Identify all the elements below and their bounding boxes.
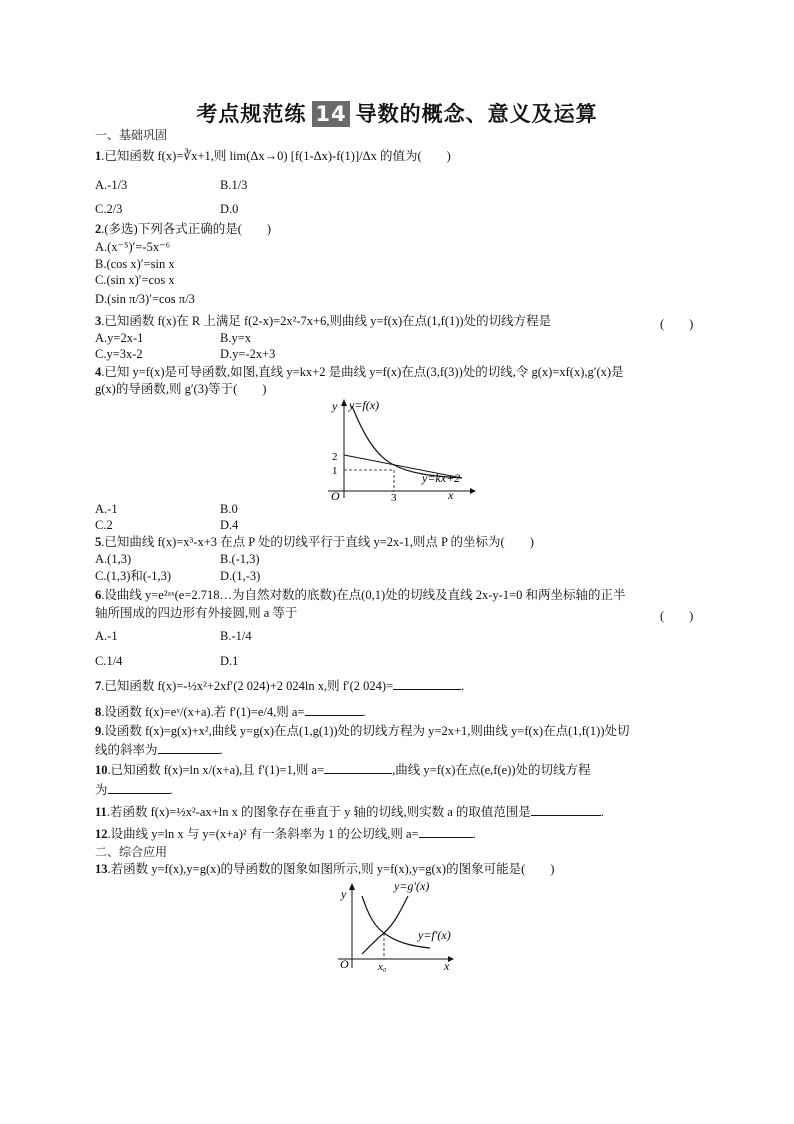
fig1-curve-label: y=f(x)	[349, 398, 380, 412]
question-9-number: 9	[95, 724, 102, 738]
q5-option-b: B.(-1,3)	[220, 552, 260, 566]
fig1-tick-3: 3	[391, 492, 397, 502]
q6-option-a: A.-1	[95, 629, 118, 643]
fig2-y-label: y	[341, 887, 347, 901]
question-2-number: 2	[95, 222, 102, 236]
question-11	[95, 804, 604, 820]
q6-option-d: D.1	[220, 654, 239, 668]
q1-option-b: B.1/3	[220, 178, 248, 192]
fig1-tick-1: 1	[332, 465, 338, 477]
question-4	[95, 365, 624, 380]
q7-end: .	[461, 679, 465, 693]
question-10	[95, 762, 590, 778]
question-10-stem-cont-text: 为	[95, 783, 108, 797]
q3-option-c: C.y=3x-2	[95, 347, 143, 361]
section-basic: 一、基础巩固	[95, 128, 168, 142]
q9-answer-blank[interactable]	[158, 742, 220, 754]
q1-option-a: A.-1/3	[95, 178, 128, 192]
question-1-number: 1	[95, 149, 102, 163]
fig1-line-label: y=kx+2	[422, 471, 461, 485]
q3-option-b: B.y=x	[220, 331, 252, 345]
question-11-stem: .若函数 f(x)=½x²-ax+ln x 的图象存在垂直于 y 轴的切线,则实数 a 的取值范围是	[106, 805, 531, 819]
question-8	[95, 704, 366, 720]
question-9	[95, 724, 630, 739]
question-7	[95, 678, 464, 694]
q2-option-b: B.(cos x)′=sin x	[95, 257, 175, 271]
q6-option-b: B.-1/4	[220, 629, 252, 643]
q2-option-c: C.(sin x)′=cos x	[95, 273, 175, 287]
q9-end: .	[219, 743, 223, 757]
question-13-stem: .若函数 y=f(x),y=g(x)的导函数的图象如图所示,则 y=f(x),y=g(x)的图象可能是( )	[107, 862, 555, 876]
question-3	[95, 314, 551, 329]
fig2-x0-label: x₀	[378, 961, 387, 972]
question-8-stem: .设函数 f(x)=eˣ/(x+a).若 f′(1)=e/4,则 a=	[101, 705, 305, 719]
q12-answer-blank[interactable]	[419, 826, 473, 838]
question-9-stem-cont	[95, 742, 223, 758]
fig2-curve-g-prime	[362, 896, 408, 954]
q3-answer-paren: ( )	[660, 317, 694, 331]
fig2-g-label: y=g′(x)	[394, 879, 430, 893]
q8-answer-blank[interactable]	[305, 704, 363, 716]
question-9-stem: .设函数 f(x)=g(x)+x²,曲线 y=g(x)在点(1,g(1))处的切线方程为 y=2x+1,则曲线 y=f(x)在点(1,f(1))处切	[101, 724, 630, 738]
question-10-stem-cont	[95, 782, 173, 798]
question-3-stem: .已知函数 f(x)在 R 上满足 f(2-x)=2x²-7x+6,则曲线 y=f(x)在点(1,f(1))处的切线方程是	[101, 314, 552, 328]
q2-option-a: A.(x⁻⁵)′=-5x⁻⁶	[95, 240, 171, 254]
q8-end: .	[362, 705, 366, 719]
question-11-number: 11	[95, 805, 107, 819]
question-12	[95, 826, 476, 842]
q4-option-d: D.4	[220, 518, 239, 532]
exercise-number-badge: 14	[312, 101, 349, 127]
figure-tangent-line	[322, 396, 482, 502]
figure-derivative-graphs	[334, 876, 464, 972]
q5-option-a: A.(1,3)	[95, 552, 132, 566]
q2-option-d: D.(sin π/3)′=cos π/3	[95, 292, 195, 306]
fig2-origin: O	[340, 957, 349, 971]
question-6-stem: .设曲线 y=e²ᵃˣ(e=2.718…为自然对数的底数)在点(0,1)处的切线及直线 2x-y-1=0 和两坐标轴的正半	[101, 588, 626, 602]
q11-end: .	[600, 805, 605, 819]
fig2-f-label: y=f′(x)	[418, 928, 451, 942]
q4-option-a: A.-1	[95, 502, 118, 516]
question-4-stem-cont: g(x)的导函数,则 g′(3)等于( )	[95, 382, 267, 396]
q10-answer-blank-a[interactable]	[324, 762, 392, 774]
question-5	[95, 535, 534, 550]
question-8-number: 8	[95, 705, 102, 719]
q7-answer-blank[interactable]	[393, 678, 461, 690]
fig2-x-label: x	[444, 959, 450, 972]
fig1-y-arrow	[341, 399, 347, 406]
question-3-number: 3	[95, 314, 102, 328]
q6-option-c: C.1/4	[95, 654, 123, 668]
question-12-number: 12	[95, 827, 108, 841]
fig1-origin: O	[331, 489, 340, 502]
question-13-number: 13	[95, 862, 108, 876]
q1-option-d: D.0	[220, 202, 239, 216]
question-4-number: 4	[95, 365, 102, 379]
fig1-tick-2: 2	[332, 451, 338, 463]
fig1-x-arrow	[470, 488, 476, 494]
question-7-stem: .已知函数 f(x)=-½x²+2xf′(2 024)+2 024ln x,则 f′(2 024)=	[101, 679, 394, 693]
q6-answer-paren: ( )	[660, 609, 694, 623]
q11-answer-blank[interactable]	[531, 804, 601, 816]
question-7-number: 7	[95, 679, 102, 693]
question-10-number: 10	[95, 763, 108, 777]
question-6-stem-cont: 轴所围成的四边形有外接圆,则 a 等于	[95, 606, 298, 620]
question-1	[95, 149, 451, 164]
question-4-stem: .已知 y=f(x)是可导函数,如图,直线 y=kx+2 是曲线 y=f(x)在点(3,f(3))处的切线,令 g(x)=xf(x),g′(x)是	[101, 365, 624, 379]
q12-end: .	[472, 827, 476, 841]
question-2-stem: .(多选)下列各式正确的是( )	[101, 222, 272, 236]
q5-option-c: C.(1,3)和(-1,3)	[95, 569, 172, 583]
q5-option-d: D.(1,-3)	[220, 569, 261, 583]
question-5-number: 5	[95, 535, 102, 549]
q4-option-b: B.0	[220, 502, 238, 516]
question-9-stem-cont-text: 线的斜率为	[95, 743, 158, 757]
title-prefix: 考点规范练	[196, 102, 307, 126]
question-10-stem: .已知函数 f(x)=ln x/(x+a),且 f′(1)=1,则 a=	[107, 763, 325, 777]
q10-end: .	[169, 783, 173, 797]
fig1-y-label: y	[332, 399, 338, 413]
question-6	[95, 588, 626, 603]
question-1-stem: .已知函数 f(x)=∛x+1,则 lim(Δx→0) [f(1-Δx)-f(1)]/Δx 的值为( )	[101, 149, 451, 163]
question-12-stem: .设曲线 y=ln x 与 y=(x+a)² 有一条斜率为 1 的公切线,则 a=	[107, 827, 419, 841]
q3-option-d: D.y=-2x+3	[220, 347, 276, 361]
q10-answer-blank-b[interactable]	[108, 782, 170, 794]
question-2	[95, 222, 271, 237]
fig1-x-label: x	[448, 488, 454, 502]
q4-option-c: C.2	[95, 518, 113, 532]
question-6-number: 6	[95, 588, 102, 602]
q1-option-c: C.2/3	[95, 202, 123, 216]
question-13	[95, 862, 554, 877]
question-5-stem: .已知曲线 f(x)=x³-x+3 在点 P 处的切线平行于直线 y=2x-1,则点 P 的坐标为( )	[101, 535, 534, 549]
question-10-mid: ,曲线 y=f(x)在点(e,f(e))处的切线方程	[392, 763, 591, 777]
page-title	[0, 98, 794, 128]
title-suffix: 导数的概念、意义及运算	[355, 102, 598, 126]
fig2-y-arrow	[349, 883, 355, 890]
q3-option-a: A.y=2x-1	[95, 331, 144, 345]
section-comprehensive: 二、综合应用	[95, 845, 168, 859]
